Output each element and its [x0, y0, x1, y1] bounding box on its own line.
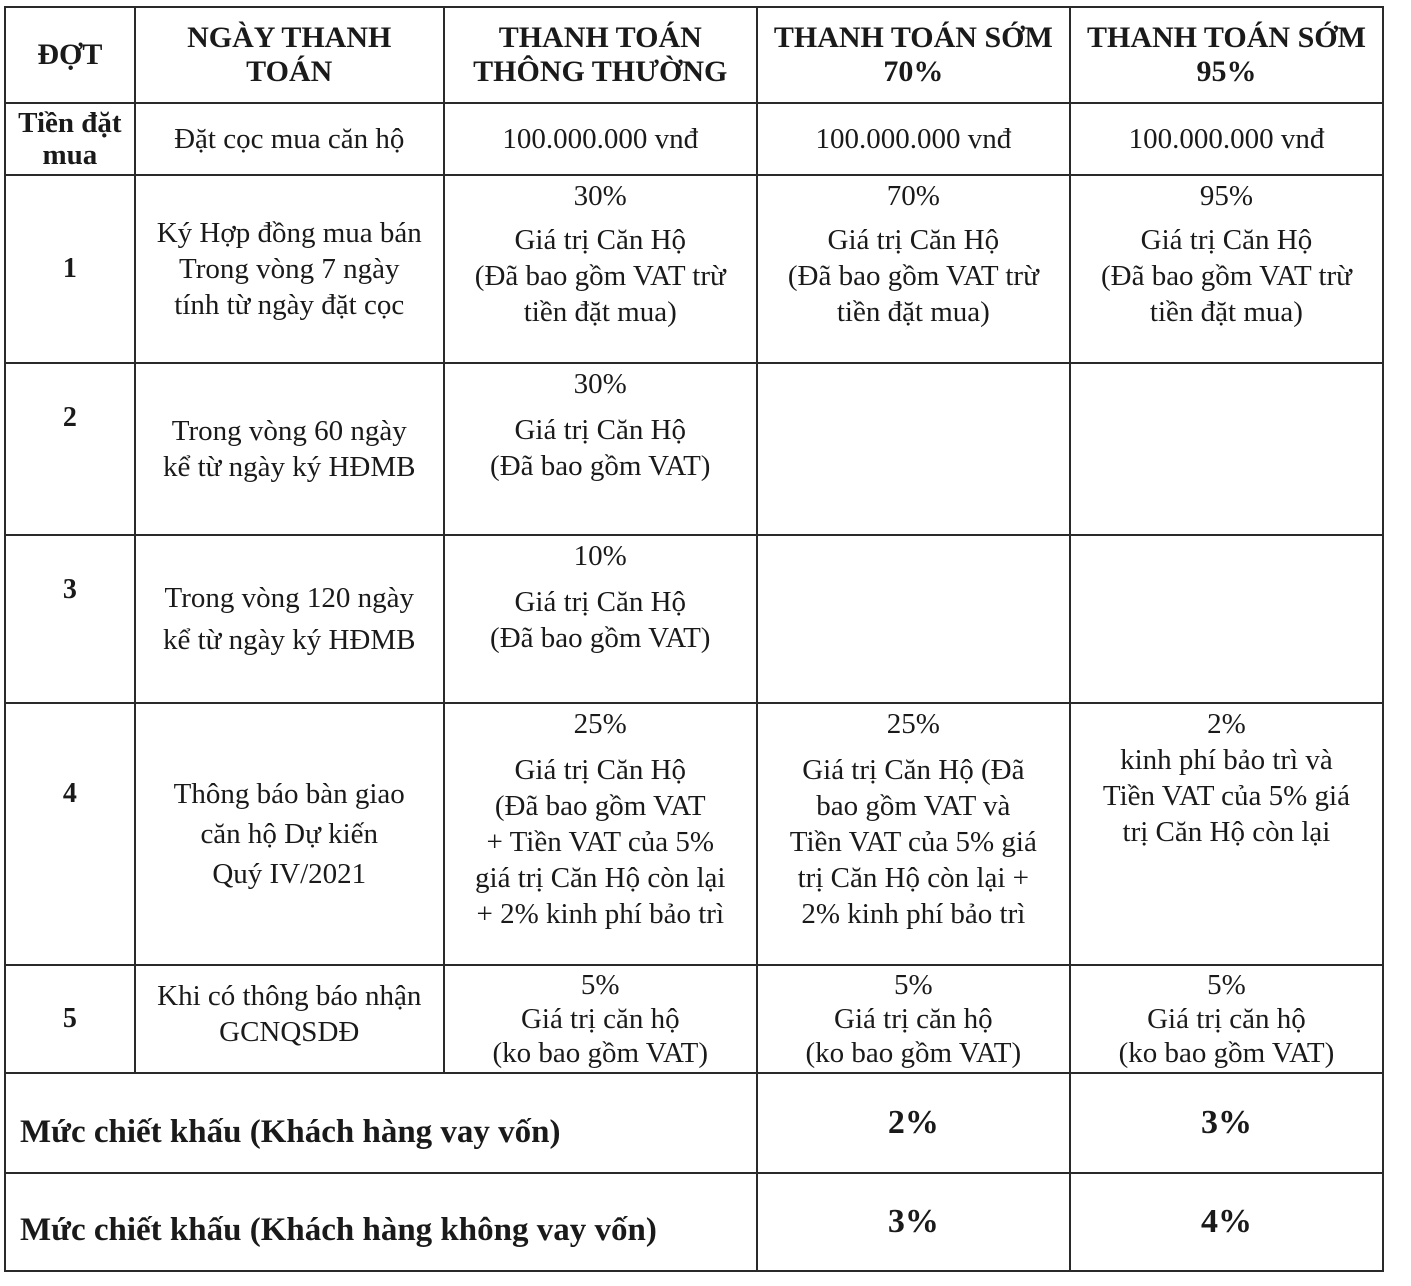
- row1-dot: 1: [5, 175, 135, 363]
- row5-dot: 5: [5, 965, 135, 1073]
- row5-s70-line: Giá trị căn hộ: [834, 1003, 993, 1035]
- deposit-ngay: Đặt cọc mua căn hộ: [135, 103, 444, 175]
- deposit-s95: 100.000.000 vnđ: [1070, 103, 1383, 175]
- row4-s70-line: bao gồm VAT và: [816, 790, 1011, 822]
- row5-tt-pct: 5%: [580, 969, 620, 1001]
- row4-tt-line: + 2% kinh phí bảo trì: [476, 898, 725, 930]
- row5-s95-line: (ko bao gồm VAT): [1118, 1037, 1335, 1069]
- row5-ngay-line: Khi có thông báo nhận: [157, 980, 422, 1012]
- row4-s95-pct: 2%: [1207, 708, 1246, 740]
- row1-s95-line: Giá trị Căn Hộ: [1140, 224, 1313, 256]
- row5-s70-line: (ko bao gồm VAT): [805, 1037, 1022, 1069]
- discount-vay-label: Mức chiết khấu (Khách hàng vay vốn): [5, 1073, 757, 1173]
- row1-s95-line: (Đã bao gồm VAT trừ: [1100, 260, 1352, 292]
- row1-s70-line: Giá trị Căn Hộ: [827, 224, 1000, 256]
- row4-s70-pct: 25%: [886, 708, 940, 740]
- row5-ngay-line: GCNQSDĐ: [219, 1016, 360, 1048]
- row1-tt-line: tiền đặt mua): [523, 296, 677, 328]
- discount-vay-s95: 3%: [1070, 1073, 1383, 1173]
- discount-khong-vay-s70: 3%: [757, 1173, 1070, 1271]
- row1-s70-line: (Đã bao gồm VAT trừ: [787, 260, 1039, 292]
- row1-ngay-line: Trong vòng 7 ngày: [179, 253, 400, 285]
- row4-ngay: [135, 703, 444, 965]
- row1-tt-line: Giá trị Căn Hộ: [514, 224, 687, 256]
- row4-s70-line: 2% kinh phí bảo trì: [801, 898, 1026, 930]
- row3-tt-line: (Đã bao gồm VAT): [490, 622, 711, 654]
- row1-tt: [444, 175, 757, 363]
- payment-schedule-table: [4, 6, 1384, 1272]
- deposit-s70: 100.000.000 vnđ: [757, 103, 1070, 175]
- row1-s95-line: tiền đặt mua): [1149, 296, 1303, 328]
- row5-s70-pct: 5%: [894, 969, 933, 1001]
- payment-schedule-document: [4, 6, 1384, 1276]
- row1-s70: [757, 175, 1070, 363]
- row4-s95-line: Tiền VAT của 5% giá: [1102, 780, 1350, 812]
- row1-s70-line: tiền đặt mua): [836, 296, 990, 328]
- table-row-2: [5, 363, 1383, 535]
- table-row-discount-vay: [5, 1073, 1383, 1173]
- row2-tt-line: (Đã bao gồm VAT): [490, 450, 711, 482]
- discount-khong-vay-label: Mức chiết khấu (Khách hàng không vay vốn): [5, 1173, 757, 1271]
- table-row-deposit: [5, 103, 1383, 175]
- row5-ngay: [135, 965, 444, 1073]
- row5-tt-line: Giá trị căn hộ: [520, 1003, 680, 1035]
- row4-tt: [444, 703, 757, 965]
- table-row-3: [5, 535, 1383, 703]
- row2-tt-pct: 30%: [573, 368, 627, 400]
- row5-s95-line: Giá trị căn hộ: [1147, 1003, 1306, 1035]
- discount-vay-s70: 2%: [757, 1073, 1070, 1173]
- row5-s70: [757, 965, 1070, 1073]
- row4-tt-pct: 25%: [573, 708, 627, 740]
- row1-s70-pct: 70%: [886, 180, 940, 212]
- row4-s70-line: Tiền VAT của 5% giá: [789, 826, 1037, 858]
- deposit-tt: 100.000.000 vnđ: [444, 103, 757, 175]
- discount-khong-vay-s95: 4%: [1070, 1173, 1383, 1271]
- row4-s70-line: Giá trị Căn Hộ (Đã: [802, 754, 1025, 786]
- row4-dot: 4: [5, 703, 135, 965]
- row3-dot: 3: [5, 535, 135, 703]
- row3-tt-pct: 10%: [573, 540, 627, 572]
- row5-tt: [444, 965, 757, 1073]
- row1-s95: [1070, 175, 1383, 363]
- row2-tt: [444, 363, 757, 535]
- row2-ngay-line: kể từ ngày ký HĐMB: [162, 451, 416, 483]
- table-row-1: [5, 175, 1383, 363]
- row2-ngay: [135, 363, 444, 535]
- row1-s95-pct: 95%: [1199, 180, 1254, 212]
- row2-tt-line: Giá trị Căn Hộ: [514, 414, 687, 446]
- row4-s95-line: kinh phí bảo trì và: [1120, 744, 1333, 776]
- row3-tt: [444, 535, 757, 703]
- header-dot: ĐỢT: [5, 7, 135, 103]
- row1-ngay-line: tính từ ngày đặt cọc: [174, 289, 405, 321]
- row3-ngay: [135, 535, 444, 703]
- row4-ngay-line: căn hộ Dự kiến: [200, 818, 379, 850]
- header-thanh-toan-som-70: THANH TOÁN SỚM 70%: [757, 7, 1070, 103]
- row1-tt-pct: 30%: [573, 180, 627, 212]
- row2-ngay-line: Trong vòng 60 ngày: [171, 415, 407, 447]
- table-row-5: [5, 965, 1383, 1073]
- row4-s70: [757, 703, 1070, 965]
- row1-tt-line: (Đã bao gồm VAT trừ: [474, 260, 726, 292]
- table-row-4: [5, 703, 1383, 965]
- row2-s70-empty: [757, 363, 1070, 535]
- row5-s95-pct: 5%: [1207, 969, 1246, 1001]
- row1-ngay: [135, 175, 444, 363]
- row2-dot: 2: [5, 363, 135, 535]
- deposit-dot: Tiền đặt mua: [5, 103, 135, 175]
- row4-ngay-line: Quý IV/2021: [212, 858, 367, 890]
- row4-ngay-line: Thông báo bàn giao: [173, 778, 405, 810]
- row1-ngay-line: Ký Hợp đồng mua bán: [156, 217, 422, 249]
- row3-ngay-line: Trong vòng 120 ngày: [164, 582, 414, 614]
- row4-tt-line: giá trị Căn Hộ còn lại: [475, 862, 726, 894]
- table-row-discount-khong-vay: [5, 1173, 1383, 1271]
- row4-tt-line: + Tiền VAT của 5%: [486, 826, 714, 858]
- row4-s95: [1070, 703, 1383, 965]
- header-thanh-toan-thong-thuong: THANH TOÁN THÔNG THƯỜNG: [444, 7, 757, 103]
- row4-tt-line: (Đã bao gồm VAT: [494, 790, 706, 822]
- row3-s95-empty: [1070, 535, 1383, 703]
- row5-s95: [1070, 965, 1383, 1073]
- row4-s95-line: trị Căn Hộ còn lại: [1122, 816, 1331, 848]
- row4-tt-line: Giá trị Căn Hộ: [514, 754, 687, 786]
- row2-s95-empty: [1070, 363, 1383, 535]
- row3-tt-line: Giá trị Căn Hộ: [514, 586, 687, 618]
- header-row: [5, 7, 1383, 103]
- row3-ngay-line: kể từ ngày ký HĐMB: [162, 624, 416, 656]
- row5-tt-line: (ko bao gồm VAT): [492, 1037, 709, 1069]
- header-ngay-thanh-toan: NGÀY THANH TOÁN: [135, 7, 444, 103]
- row3-s70-empty: [757, 535, 1070, 703]
- header-thanh-toan-som-95: THANH TOÁN SỚM 95%: [1070, 7, 1383, 103]
- row4-s70-line: trị Căn Hộ còn lại +: [797, 862, 1030, 894]
